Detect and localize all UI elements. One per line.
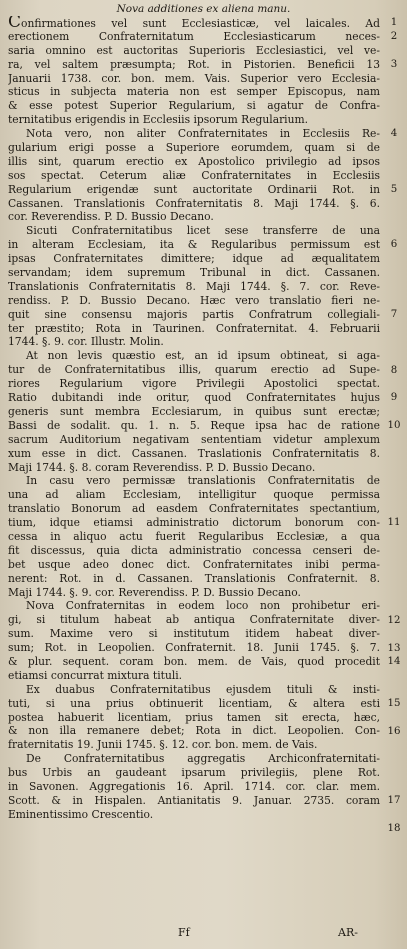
text-line: Scott. & in Hispalen. Antianitatis 9. Januar. 2735. coram [8, 793, 380, 807]
margin-number: 8 [390, 364, 398, 376]
text-line: generis sunt membra Ecclesiarum, in quibus sunt erectæ; [8, 404, 380, 418]
text-line: translatio Bonorum ad easdem Confraternitates spectantium, [8, 502, 380, 516]
text-line: gi, si titulum habeat ab antiqua Confraternitate diver- [8, 613, 380, 627]
margin-number: 7 [390, 308, 398, 320]
text-line: & non illa remanere debet; Rota in dict. Leopolien. Con- [8, 724, 380, 738]
text-line: bet usque adeo donec dict. Confraternitates inibi perma- [8, 557, 380, 571]
text-line: etiamsi concurrat mixtura tituli. [8, 668, 183, 682]
text-line: in Savonen. Aggregationis 16. April. 1714. cor. clar. mem. [8, 779, 380, 793]
text-line: tuti, si una prius obtinuerit licentiam, & altera esti [8, 696, 380, 710]
text-line: Januarii 1738. cor. bon. mem. Vais. Superior vero Ecclesia- [8, 71, 380, 85]
text-line: Bassi de sodalit. qu. 1. n. 5. Reque ipsa hac de ratione [8, 418, 380, 432]
text-line: ipsas Confraternitates dimittere; idque ad æqualitatem [8, 252, 380, 266]
signature-mark: Ff [178, 926, 190, 939]
text-line: Nova Confraternitas in eodem loco non prohibetur eri- [26, 599, 380, 613]
text-line: saria omnino est auctoritas Superioris Ecclesiastici, vel ve- [8, 43, 380, 57]
text-line: sticus in subjecta materia non est semper Episcopus, nam [8, 85, 380, 99]
text-line: In casu vero permissæ translationis Confraternitatis de [26, 474, 380, 488]
text-line: sum. Maxime vero si institutum itidem habeat diver- [8, 627, 380, 641]
text-line: sum; Rot. in Leopolien. Confraternit. 18. Junii 1745. §. 7. [8, 641, 380, 655]
text-line: sos spectat. Ceterum aliæ Confraternitates in Ecclesiis [8, 168, 380, 182]
margin-number: 13 [387, 642, 401, 654]
margin-number: 4 [390, 128, 398, 140]
text-line: Sicuti Confraternitatibus licet sese transferre de una [26, 224, 380, 238]
text-line: & plur. sequent. coram bon. mem. de Vais, quod procedit [8, 654, 380, 668]
text-line: fraternitatis 19. Junii 1745. §. 12. cor. bon. mem. de Vais. [8, 738, 318, 752]
text-line: servandam; idem supremum Tribunal in dict. Cassanen. [8, 266, 380, 280]
text-line: ra, vel saltem præsumpta; Rot. in Pistorien. Beneficii 13 [8, 57, 380, 71]
margin-number: 18 [387, 823, 401, 835]
text-line: cessa in aliquo actu fuerit Regularibus Ecclesiæ, a qua [8, 529, 380, 543]
running-header: Nova additiones ex aliena manu. [116, 3, 291, 15]
text-line: nerent: Rot. in d. Cassanen. Translationis Confraternit. 8. [8, 571, 380, 585]
margin-number: 5 [390, 183, 398, 195]
margin-number: 6 [390, 239, 398, 251]
text-line: erectionem Confraternitatum Ecclesiasticarum neces- [8, 29, 380, 43]
margin-number: 3 [390, 58, 398, 70]
margin-number: 16 [387, 725, 401, 737]
margin-number: 2 [390, 30, 398, 42]
text-line: Nota vero, non aliter Confraternitates in Ecclesiis Re- [26, 127, 380, 141]
text-line: De Confraternitatibus aggregatis Archiconfraternitati- [26, 752, 380, 766]
catchword: AR- [338, 926, 358, 939]
text-line: Ex duabus Confraternitatibus ejusdem tituli & insti- [26, 682, 380, 696]
text-block [8, 16, 380, 822]
margin-number: 9 [390, 392, 398, 404]
text-line: tium, idque etiamsi administratio dictorum bonorum con- [8, 516, 380, 530]
text-line: Eminentissimo Crescentio. [8, 807, 154, 821]
text-line: cor. Reverendiss. P. D. Bussio Decano. [8, 210, 214, 224]
text-line: 1744. §. 9. cor. Illustr. Molin. [8, 335, 164, 349]
text-line: xum esse in dict. Cassanen. Traslationis Confraternitatis 8. [8, 446, 380, 460]
margin-number: 15 [387, 698, 401, 710]
text-line: bus Urbis an gaudeant ipsarum privilegiis, plene Rot. [8, 766, 380, 780]
text-line: una ad aliam Ecclesiam, intelligitur quoque permissa [8, 488, 380, 502]
margin-number: 10 [387, 420, 401, 432]
page-footer [0, 926, 407, 942]
text-line: riores Regularium vigore Privilegii Apostolici spectat. [8, 377, 380, 391]
margin-number: 1 [390, 17, 398, 28]
text-line: Maji 1744. §. 8. coram Reverendiss. P. D. Bussio Decano. [8, 460, 316, 474]
text-line: & esse potest Superior Regularium, si agatur de Confra- [8, 99, 380, 113]
text-line: gularium erigi posse a Superiore eorumdem, quam si de [8, 141, 380, 155]
text-line: ternitatibus erigendis in Ecclesiis ipsorum Regularium. [8, 113, 309, 127]
margin-number: 12 [387, 614, 401, 626]
text-line: Ratio dubitandi inde oritur, quod Confraternitates hujus [8, 391, 380, 405]
margin-number: 14 [387, 656, 401, 668]
text-line: fit discessus, quia dicta administratio concessa censeri de- [8, 543, 380, 557]
text-line: Regularium erigendæ sunt auctoritate Ordinarii Rot. in [8, 182, 380, 196]
text-line: illis sint, quarum erectio ex Apostolico privilegio ad ipsos [8, 154, 380, 168]
text-line: quit sine consensu majoris partis Confratrum collegiali- [8, 307, 380, 321]
text-line: rendiss. P. D. Bussio Decano. Hæc vero translatio fieri ne- [8, 293, 380, 307]
text-line: ter præstito; Rota in Taurinen. Confraternitat. 4. Februarii [8, 321, 380, 335]
text-line: postea habuerit licentiam, prius tamen sit erecta, hæc, [8, 710, 380, 724]
text-line: tur de Confraternitatibus illis, quarum erectio ad Supe- [8, 363, 380, 377]
text-line: Confirmationes vel sunt Ecclesiasticæ, vel laicales. Ad [8, 16, 380, 30]
margin-number: 11 [387, 517, 401, 529]
text-line: At non levis quæstio est, an id ipsum obtineat, si aga- [26, 349, 380, 363]
text-line: Maji 1744. §. 9. cor. Reverendiss. P. D. Bussio Decano. [8, 585, 301, 599]
text-line: sacrum Auditorium negativam sententiam videtur amplexum [8, 432, 380, 446]
text-line: in alteram Ecclesiam, ita & Regularibus permissum est [8, 238, 380, 252]
margin-number: 17 [387, 795, 401, 807]
text-line: Translationis Confraternitatis 8. Maji 1744. §. 7. cor. Reve- [8, 279, 380, 293]
text-line: Cassanen. Translationis Confraternitatis 8. Maji 1744. §. 6. [8, 196, 380, 210]
